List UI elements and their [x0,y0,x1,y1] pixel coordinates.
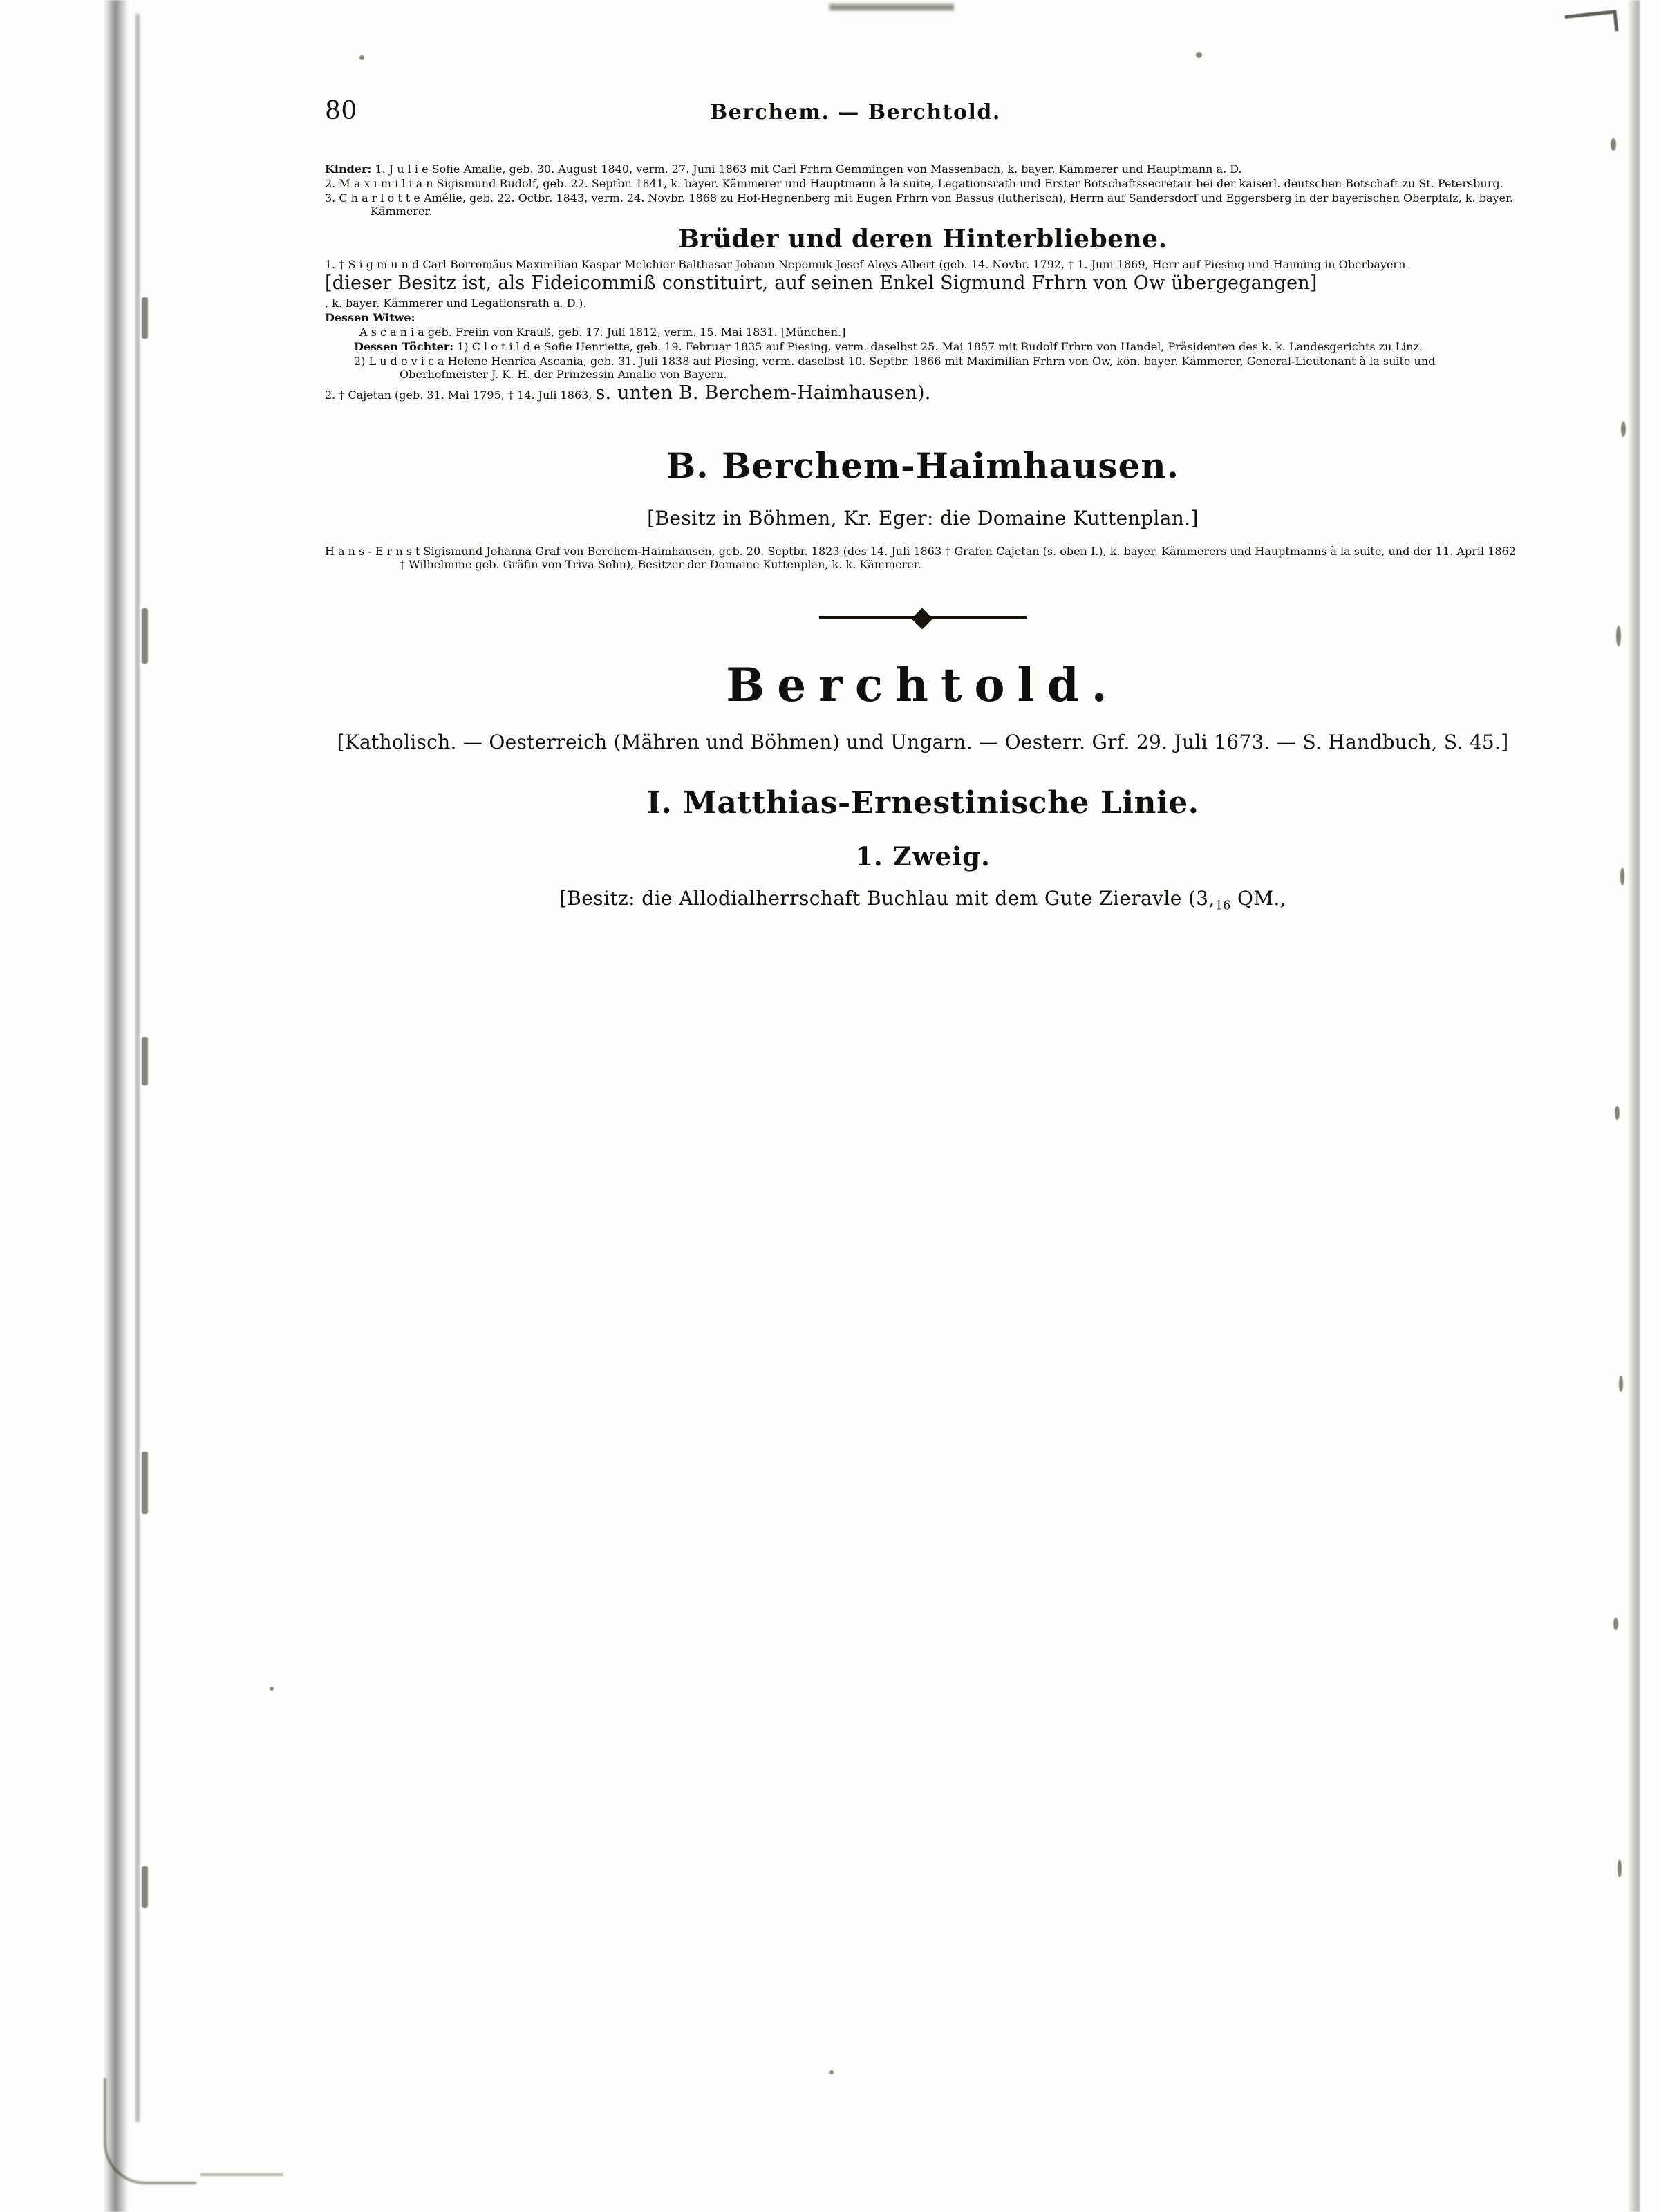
page-gutter-shadow [104,0,127,2212]
section-b-possession-note: [Besitz in Böhmen, Kr. Eger: die Domaine Kuttenplan.] [647,506,1199,529]
berchtold-branch-heading: 1. Zweig. [855,841,991,872]
page-header [325,97,1521,125]
family-name-heading: Berchtold. [726,657,1120,712]
scan-corner-mark [1565,10,1619,37]
children-label: Kinder: [325,162,372,176]
brothers-entry-2-note: s. unten B. Berchem-Haimhausen). [595,382,931,404]
page-content [325,97,1521,912]
widow-text: A s c a n i a geb. Freiin von Krauß, geb. 17. Juli 1812, verm. 15. Mai 1831. [München.] [359,325,846,339]
children-entry-1 [325,162,1521,176]
section-b-title: B. Berchem-Haimhausen. [666,444,1180,486]
berchtold-note: [Katholisch. — Oesterreich (Mähren und Böhmen) und Ungarn. — Oesterr. Grf. 29. Juli 1673. — S. Handbuch, S. 45.] [337,730,1509,753]
brothers-entry-1 [325,258,1521,271]
brothers-entry-2 [325,382,1521,405]
daughter-entry-1-text: 1) C l o t i l d e Sofie Henriette, geb. 19. Februar 1835 auf Piesing, verm. daselbst 25. Mai 1857 mit Rudolf Frhrn von Handel, Präsidenten des k. k. Landesgerichts zu Linz. [457,339,1423,353]
berchtold-possession-note [325,887,1521,913]
possession-note-sub: 16 [1215,899,1231,913]
children-entry-1-text: 1. J u l i e Sofie Amalie, geb. 30. August 1840, verm. 27. Juni 1863 mit Carl Frhrn Gemmingen von Massenbach, k. bayer. Kämmerer und Hauptmann a. D. [375,162,1242,176]
ornamental-divider [819,614,1027,621]
brothers-heading: Brüder und deren Hinterbliebene. [678,225,1168,254]
brothers-entry-1-main: 1. † S i g m u n d Carl Borromäus Maximilian Kaspar Melchior Balthasar Johann Nepomuk Josef Aloys Albert (geb. 14. Novbr. 1792, † 1. Juni 1869, Herr auf Piesing und Haiming in Oberbayern [325,258,1406,271]
widow-label: Dessen Witwe: [325,310,415,324]
children-entry-3: 3. C h a r l o t t e Amélie, geb. 22. Octbr. 1843, verm. 24. Novbr. 1868 zu Hof-Hegnenberg mit Eugen Frhrn von Bassus (lutherisch), Herrn auf Sandersdorf und Eggersberg in der bayerischen Oberpfalz, k. bayer. Kämmerer. [325,191,1514,218]
daughter-entry-2: 2) L u d o v i c a Helene Henrica Ascania, geb. 31. Juli 1838 auf Piesing, verm. daselbst 10. Septbr. 1866 mit Maximilian Frhrn von Ow, kön. bayer. Kämmerer, General-Lieutenant à la suite und Oberhofmeister J. K. H. der Prinzessin Amalie von Bayern. [354,354,1436,381]
brothers-entry-2-main: 2. † Cajetan (geb. 31. Mai 1795, † 14. Juli 1863, [325,388,596,402]
page-right-edge-shadow [1627,0,1640,2212]
scan-smudge-top [830,4,954,10]
running-head: Berchem. — Berchtold. [709,100,1001,124]
children-entry-2: 2. M a x i m i l i a n Sigismund Rudolf, geb. 22. Septbr. 1841, k. bayer. Kämmerer und Hauptmann à la suite, Legationsrath und Erster Botschaftssecretair bei der kaiserl. deutschen Botschaft zu St. Petersburg. [325,177,1503,190]
possession-note-part2: QM., [1230,886,1287,910]
possession-note-part1: [Besitz: die Allodialherrschaft Buchlau mit dem Gute Zieravle (3, [559,886,1215,910]
scan-corner-curl [104,2078,196,2184]
brothers-entry-1-bracket: [dieser Besitz ist, als Fideicommiß constituirt, auf seinen Enkel Sigmund Frhrn von Ow übergegangen] [325,272,1318,294]
folio-number: 80 [325,97,357,125]
berchtold-line-heading: I. Matthias-Ernestinische Linie. [646,785,1199,821]
scan-mark-bottom [200,2173,283,2176]
daughter-entry-1 [325,340,1521,353]
brothers-entry-1-tail: , k. bayer. Kämmerer und Legationsrath a. D.). [325,296,587,310]
section-b-body: H a n s - E r n s t Sigismund Johanna Graf von Berchem-Haimhausen, geb. 20. Septbr. 1823 (des 14. Juli 1863 † Grafen Cajetan (s. oben I.), k. bayer. Kämmerers und Hauptmanns à la suite, und der 11. April 1862 † Wilhelmine geb. Gräfin von Triva Sohn), Besitzer der Domaine Kuttenplan, k. k. Kämmerer. [325,544,1516,571]
page-binding-edge [135,14,140,2122]
daughters-label: Dessen Töchter: [354,339,454,353]
